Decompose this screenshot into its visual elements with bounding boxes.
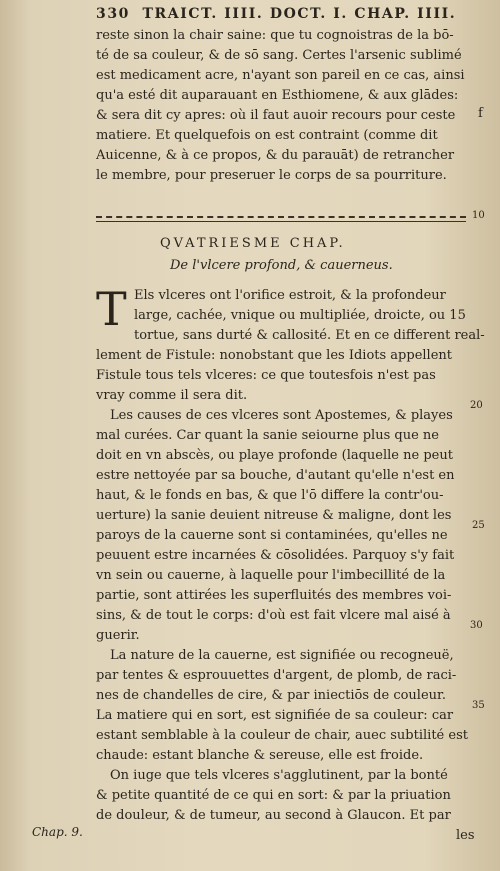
chapter-subtitle: De l'vlcere profond, & cauerneus. <box>170 258 393 273</box>
page-number: 330 <box>96 6 131 22</box>
running-header <box>96 6 496 22</box>
text-line: matiere. Et quelquefois on est contraint (comme dit <box>96 128 438 143</box>
text-line: chaude: estant blanche & sereuse, elle est froide. <box>96 748 424 763</box>
text-line: Les causes de ces vlceres sont Apostemes, & playes <box>110 408 453 423</box>
text-line: sins, & de tout le corps: d'où est fait vlcere mal aisé à <box>96 608 451 623</box>
text-line: qu'a esté dit auparauant en Esthiomene, & aux glādes: <box>96 88 459 103</box>
text-line: par tentes & esprouuettes d'argent, de plomb, de raci- <box>96 668 457 683</box>
text-line: guerir. <box>96 628 140 643</box>
text-line: lement de Fistule: nonobstant que les Idiots appellent <box>96 348 452 363</box>
text-line: le membre, pour preseruer le corps de sa pourriture. <box>96 168 447 183</box>
running-title: TRAICT. IIII. DOCT. I. CHAP. IIII. <box>142 6 457 22</box>
text-line: estre nettoyée par sa bouche, d'autant qu'elle n'est en <box>96 468 455 483</box>
margin-line-number: 10 <box>472 210 485 221</box>
text-line: de douleur, & de tumeur, au second à Glaucon. Et par <box>96 808 451 823</box>
text-line: haut, & le fonds en bas, & que l'ō differe la contr'ou- <box>96 488 444 503</box>
text-line: peuuent estre incarnées & cōsolidées. Parquoy s'y fait <box>96 548 455 563</box>
margin-line-number: 25 <box>472 520 485 531</box>
text-line: large, cachée, vnique ou multipliée, droicte, ou 15 <box>134 308 466 323</box>
text-line: mal curées. Car quant la sanie seiourne plus que ne <box>96 428 439 443</box>
text-line: tortue, sans durté & callosité. Et en ce different real- <box>134 328 485 343</box>
text-line: nes de chandelles de cire, & par iniectiōs de couleur. <box>96 688 446 703</box>
text-line: Auicenne, & à ce propos, & du parauāt) de retrancher <box>96 148 455 163</box>
text-line: vray comme il sera dit. <box>96 388 248 403</box>
text-line: Fistule tous tels vlceres: ce que toutesfois n'est pas <box>96 368 436 383</box>
text-line: La nature de la cauerne, est signifiée ou recogneuë, <box>110 648 454 663</box>
text-line: vn sein ou cauerne, à laquelle pour l'imbecillité de la <box>96 568 446 583</box>
text-line: La matiere qui en sort, est signifiée de sa couleur: car <box>96 708 454 723</box>
margin-line-number: 35 <box>472 700 485 711</box>
drop-cap: T <box>96 282 127 336</box>
text-line: doit en vn abscès, ou playe profonde (laquelle ne peut <box>96 448 453 463</box>
text-line: reste sinon la chair saine: que tu cognoistras de la bō- <box>96 28 454 43</box>
text-line: On iuge que tels vlceres s'agglutinent, par la bonté <box>110 768 448 783</box>
margin-line-number: 20 <box>470 400 483 411</box>
text-line: & sera dit cy apres: où il faut auoir recours pour ceste <box>96 108 456 123</box>
margin-mark: f <box>478 106 483 121</box>
text-line: té de sa couleur, & de sō sang. Certes l'arsenic sublimé <box>96 48 462 63</box>
margin-note: Chap. 9. <box>32 825 83 839</box>
text-line: & petite quantité de ce qui en sort: & par la priuation <box>96 788 451 803</box>
text-line: partie, sont attirées les superfluités des membres voi- <box>96 588 452 603</box>
margin-line-number: 30 <box>470 620 483 631</box>
text-line: paroys de la cauerne sont si contaminées, qu'elles ne <box>96 528 448 543</box>
text-line: Els vlceres ont l'orifice estroit, & la profondeur <box>134 288 446 303</box>
text-line: estant semblable à la couleur de chair, auec subtilité est <box>96 728 468 743</box>
catchword: les <box>456 828 475 843</box>
text-line: uerture) la sanie deuient nitreuse & maligne, dont les <box>96 508 452 523</box>
chapter-title: QVATRIESME CHAP. <box>160 236 346 251</box>
ornamental-rule <box>96 216 466 222</box>
text-line: est medicament acre, n'ayant son pareil en ce cas, ainsi <box>96 68 465 83</box>
